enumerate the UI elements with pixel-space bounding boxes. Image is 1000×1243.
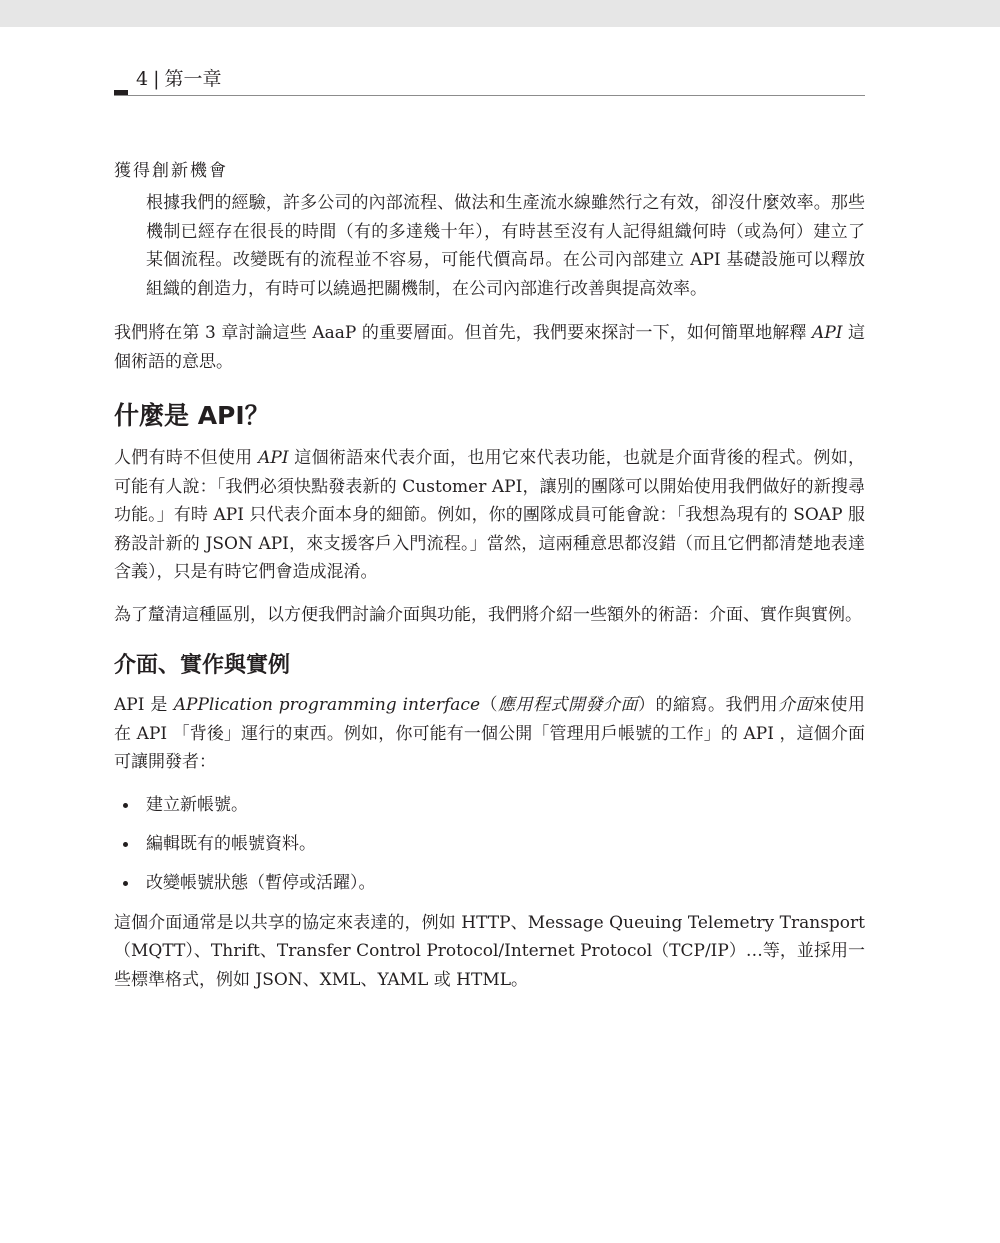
interface-term-interface: 介面	[778, 695, 814, 715]
what-is-api-term: API	[258, 448, 289, 468]
bullet-dot-icon	[123, 803, 128, 808]
chapter-label: 第一章	[164, 68, 222, 90]
intro-text-2: 這個術語的意思。	[114, 323, 865, 372]
innovation-paragraph: 根據我們的經驗，許多公司的內部流程、做法和生產流水線雖然行之有效，卻沒什麼效率。那些機制已經存在很長的時間（有的多達幾十年），有時甚至沒有人記得組織何時（或為何）建立了某個流程。改變既有的流程並不容易，可能代價高昂。在公司內部建立 API 基礎設施可以釋放組織的創造力，有時可以繞過把關機制，在公司內部進行改善與提高效率。	[146, 193, 865, 299]
what-is-api-text-2: 這個術語來代表介面，也用它來代表功能，也就是介面背後的程式。例如，可能有人說：「我們必須快點發表新的 Customer API，讓別的團隊可以開始使用我們做好的新搜尋功能。」有時 API 只代表介面本身的細節。例如，你的團隊成員可能會說：「我想為現有的 SOAP 服務設計新的 JSON API，來支援客戶入門流程。」當然，這兩種意思都沒錯（而且它們都清楚地表達含義），只是有時它們會造成混淆。	[114, 448, 865, 582]
interface-text-1: API 是	[114, 695, 174, 715]
interface-paragraph-2: 這個介面通常是以共享的協定來表達的，例如 HTTP、Message Queuing Telemetry Transport（MQTT）、Thrift、Transfer Control Protocol/Internet Protocol（TCP/IP）…等，並採用一些標準格式，例如 JSON、XML、YAML 或 HTML。	[114, 912, 865, 990]
what-is-api-heading: 什麼是 API？	[114, 401, 270, 430]
page-header	[114, 66, 865, 98]
interface-text-4: 來使用在 API 「背後」運行的東西。例如，你可能有一個公開「管理用戶帳號的工作」的 API ，這個介面可讓開發者：	[114, 695, 866, 772]
list-item	[114, 869, 865, 897]
page-number: 4	[136, 68, 149, 90]
running-head	[136, 68, 222, 90]
interface-text-3: ）的縮寫。我們用	[638, 695, 779, 715]
interface-bullet-list	[114, 791, 865, 897]
interface-term-en: APPlication programming interface	[173, 695, 481, 715]
interface-text-2: （	[480, 695, 499, 715]
intro-text-1: 我們將在第 3 章討論這些 AaaP 的重要層面。但首先，我們要來探討一下，如何簡單地解釋	[114, 323, 813, 343]
header-separator: |	[153, 68, 160, 90]
innovation-heading: 獲得創新機會	[114, 161, 228, 181]
interface-paragraph-1	[114, 691, 865, 777]
bullet-dot-icon	[123, 881, 128, 886]
intro-paragraph	[114, 319, 865, 376]
what-is-api-text-1: 人們有時不但使用	[114, 448, 259, 468]
bullet-text: 改變帳號狀態（暫停或活躍）。	[146, 872, 376, 893]
top-band	[0, 0, 1000, 27]
list-item	[114, 791, 865, 819]
interface-heading: 介面、實作與實例	[114, 653, 291, 678]
header-rule	[114, 95, 865, 96]
what-is-api-paragraph-2: 為了釐清這種區別，以方便我們討論介面與功能，我們將介紹一些額外的術語：介面、實作與實例。	[114, 604, 862, 625]
page-content	[114, 155, 865, 1008]
bullet-dot-icon	[123, 842, 128, 847]
intro-term-api: API	[812, 323, 843, 343]
what-is-api-paragraph-1	[114, 444, 865, 587]
bullet-text: 編輯既有的帳號資料。	[146, 833, 316, 854]
bullet-text: 建立新帳號。	[146, 794, 248, 815]
interface-term-zh: 應用程式開發介面	[498, 695, 639, 715]
list-item	[114, 830, 865, 858]
